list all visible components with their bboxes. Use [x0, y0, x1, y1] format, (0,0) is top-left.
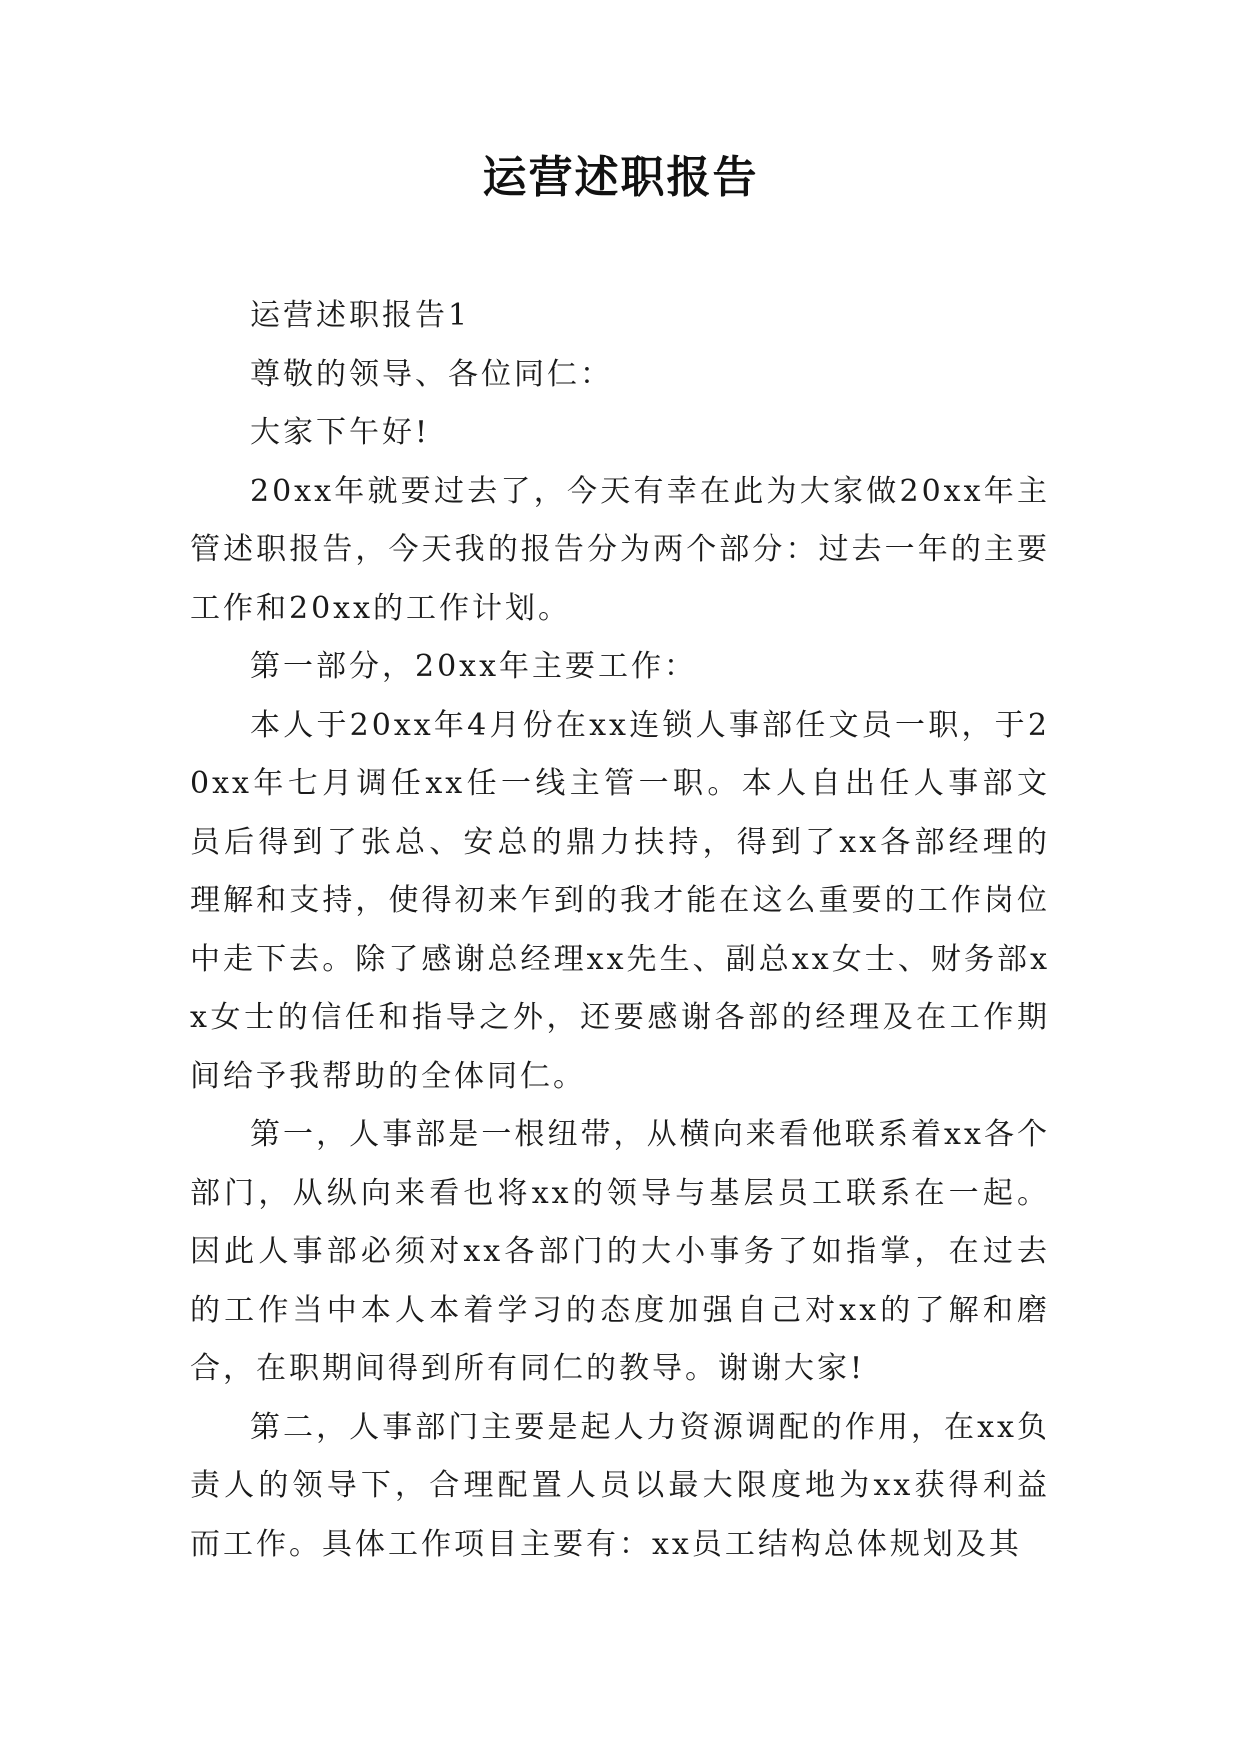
greeting: 大家下午好! — [250, 415, 431, 450]
document-body — [190, 287, 1050, 1574]
section-heading: 运营述职报告1 — [250, 298, 471, 333]
body-paragraph: 第二，人事部门主要是起人力资源调配的作用，在xx负责人的领导下，合理配置人员以最大限度地为xx获得利益而工作。具体工作项目主要有：xx员工结构总体规划及其 — [190, 1409, 1050, 1562]
document-title: 运营述职报告 — [482, 152, 759, 203]
body-paragraph: 20xx年就要过去了，今天有幸在此为大家做20xx年主管述职报告，今天我的报告分为两个部分：过去一年的主要工作和20xx的工作计划。 — [190, 473, 1050, 626]
salutation: 尊敬的领导、各位同仁： — [250, 356, 613, 392]
body-paragraph: 第一，人事部是一根纽带，从横向来看他联系着xx各个部门，从纵向来看也将xx的领导与基层员工联系在一起。因此人事部必须对xx各部门的大小事务了如指掌，在过去的工作当中本人本着学习的态度加强自己对xx的了解和磨合，在职期间得到所有同仁的教导。谢谢大家! — [190, 1117, 1050, 1386]
body-paragraph: 本人于20xx年4月份在xx连锁人事部任文员一职，于20xx年七月调任xx任一线主管一职。本人自出任人事部文员后得到了张总、安总的鼎力扶持，得到了xx各部经理的理解和支持，使得初来乍到的我才能在这么重要的工作岗位中走下去。除了感谢总经理xx先生、副总xx女士、财务部xx女士的信任和指导之外，还要感谢各部的经理及在工作期间给予我帮助的全体同仁。 — [190, 707, 1050, 1094]
part-heading: 第一部分，20xx年主要工作： — [250, 649, 698, 684]
